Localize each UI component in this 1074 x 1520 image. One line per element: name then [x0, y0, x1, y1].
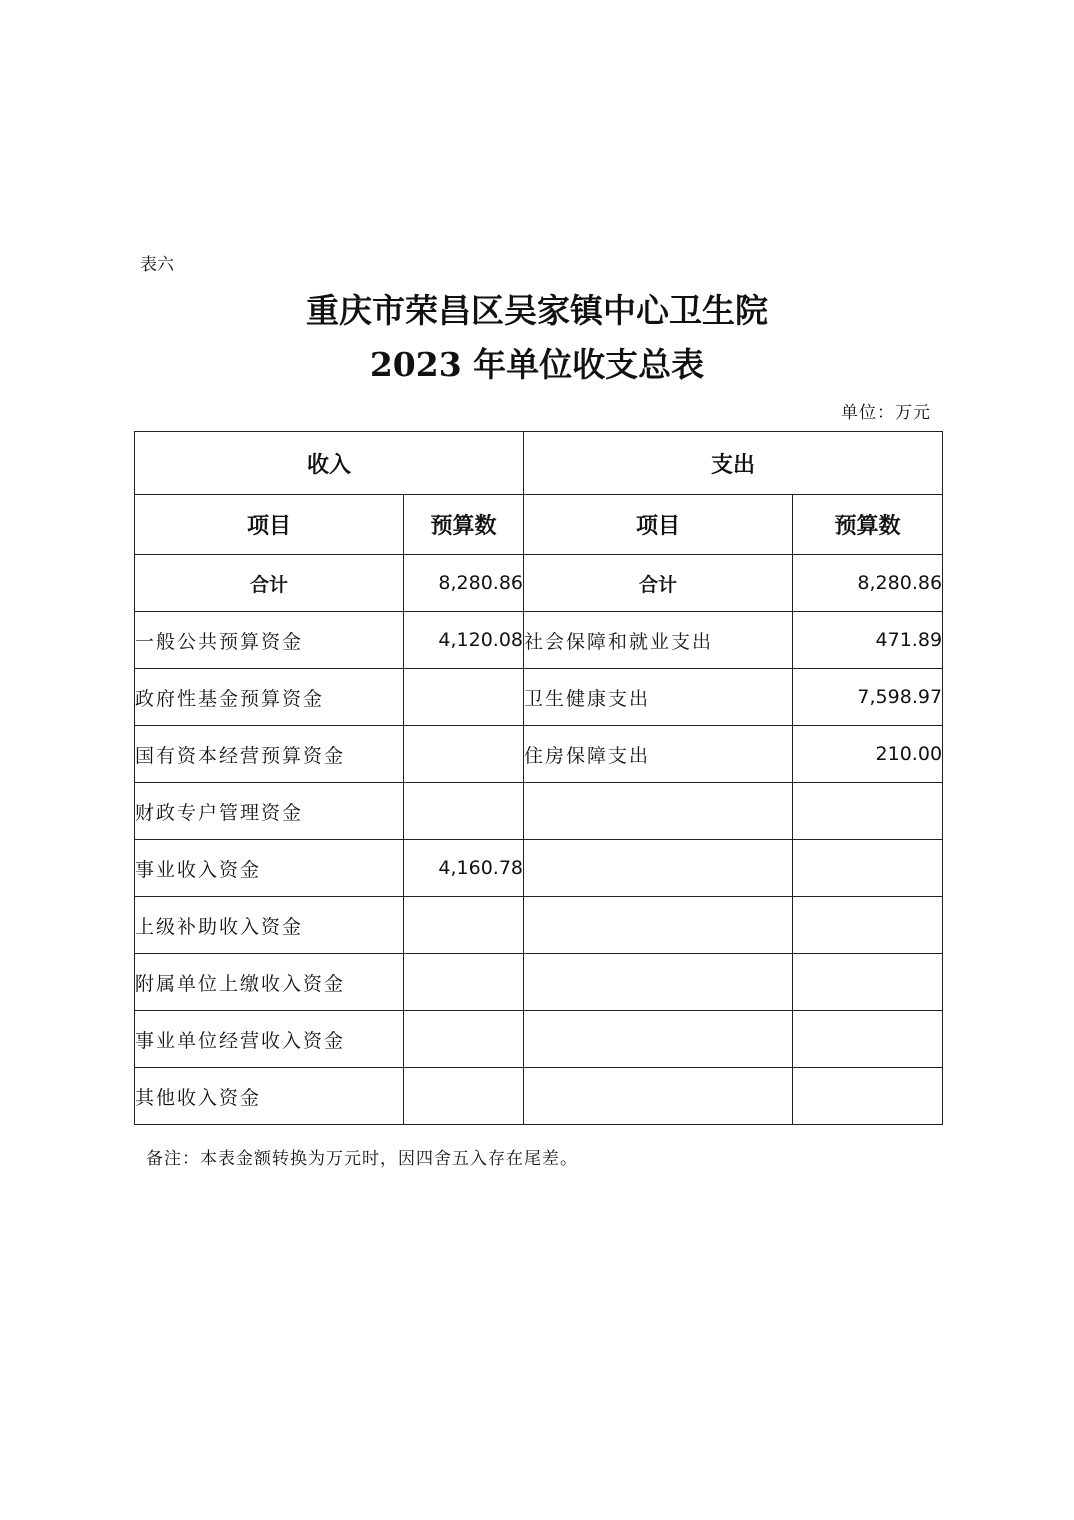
expense-value: 210.00 [793, 726, 943, 783]
table-subheader-row [135, 495, 943, 555]
expense-value [793, 1068, 943, 1125]
table-body [135, 612, 943, 1125]
income-value [404, 954, 524, 1011]
income-value [404, 897, 524, 954]
footnote: 备注：本表金额转换为万元时，因四舍五入存在尾差。 [146, 1149, 578, 1169]
table-number-label: 表六 [140, 255, 174, 275]
expense-item: 卫生健康支出 [524, 669, 793, 726]
unit-label: 单位：万元 [841, 403, 931, 423]
income-item: 事业单位经营收入资金 [135, 1011, 404, 1068]
income-item: 事业收入资金 [135, 840, 404, 897]
expense-item: 住房保障支出 [524, 726, 793, 783]
income-item-column-header: 项目 [135, 495, 404, 555]
expense-item [524, 897, 793, 954]
income-value: 4,160.78 [404, 840, 524, 897]
expense-value: 471.89 [793, 612, 943, 669]
income-item: 上级补助收入资金 [135, 897, 404, 954]
income-value: 4,120.08 [404, 612, 524, 669]
table-row [135, 840, 943, 897]
income-value [404, 1011, 524, 1068]
page-title-line2: 2023 年单位收支总表 [369, 345, 705, 384]
table-row [135, 954, 943, 1011]
table-row [135, 612, 943, 669]
income-total-label: 合计 [135, 555, 404, 612]
expense-budget-column-header: 预算数 [793, 495, 943, 555]
income-budget-column-header: 预算数 [404, 495, 524, 555]
income-value [404, 783, 524, 840]
expense-value [793, 897, 943, 954]
expense-value [793, 783, 943, 840]
table-row [135, 1068, 943, 1125]
expense-item [524, 783, 793, 840]
table-row [135, 669, 943, 726]
total-row [135, 555, 943, 612]
income-expense-table [134, 431, 943, 1125]
income-item: 国有资本经营预算资金 [135, 726, 404, 783]
income-value [404, 726, 524, 783]
income-item: 其他收入资金 [135, 1068, 404, 1125]
expense-header: 支出 [524, 432, 943, 495]
expense-item [524, 1011, 793, 1068]
income-item: 政府性基金预算资金 [135, 669, 404, 726]
expense-item-column-header: 项目 [524, 495, 793, 555]
table-row [135, 783, 943, 840]
expense-value [793, 840, 943, 897]
table-row [135, 1011, 943, 1068]
page-title-line1: 重庆市荣昌区吴家镇中心卫生院 [306, 291, 768, 330]
expense-item [524, 954, 793, 1011]
income-item: 一般公共预算资金 [135, 612, 404, 669]
table-header-row [135, 432, 943, 495]
expense-item: 社会保障和就业支出 [524, 612, 793, 669]
table-row [135, 726, 943, 783]
income-value [404, 1068, 524, 1125]
table-row [135, 897, 943, 954]
expense-value [793, 954, 943, 1011]
income-item: 财政专户管理资金 [135, 783, 404, 840]
income-total-value: 8,280.86 [404, 555, 524, 612]
expense-value [793, 1011, 943, 1068]
expense-item [524, 1068, 793, 1125]
income-value [404, 669, 524, 726]
income-header: 收入 [135, 432, 524, 495]
expense-item [524, 840, 793, 897]
expense-value: 7,598.97 [793, 669, 943, 726]
income-item: 附属单位上缴收入资金 [135, 954, 404, 1011]
expense-total-value: 8,280.86 [793, 555, 943, 612]
expense-total-label: 合计 [524, 555, 793, 612]
